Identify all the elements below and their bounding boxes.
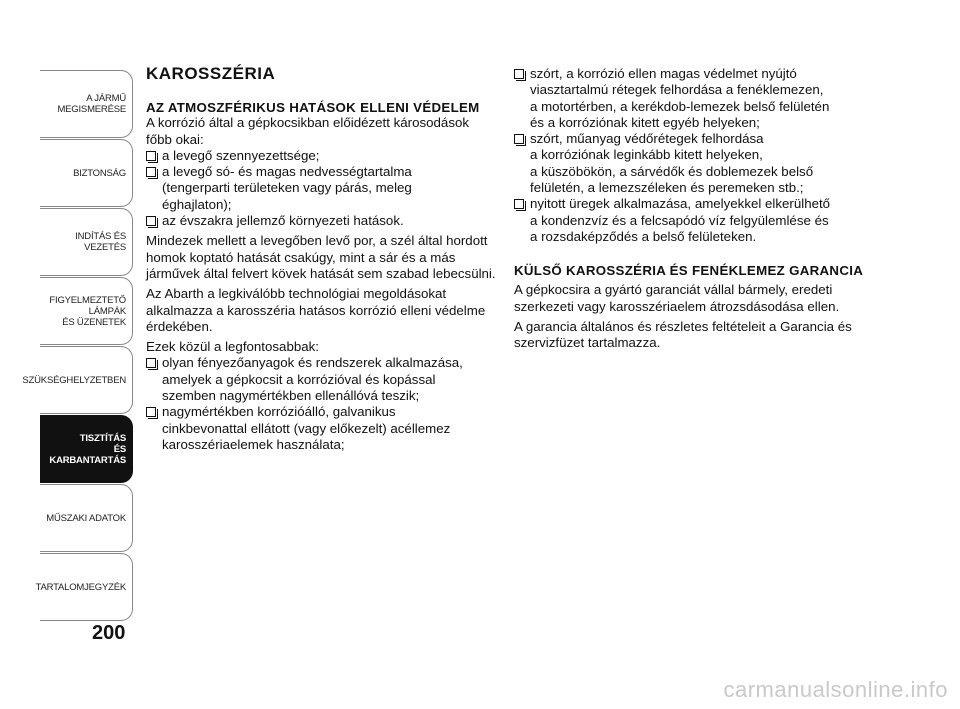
section-heading: KÜLSŐ KAROSSZÉRIA ÉS FENÉKLEMEZ GARANCIA	[514, 263, 864, 279]
tab-label: TARTALOMJEGYZÉK	[35, 581, 126, 593]
tab-vehicle-overview[interactable]	[40, 70, 133, 138]
right-column	[514, 66, 864, 351]
tab-label: TISZTÍTÁS ÉS KARBANTARTÁS	[49, 432, 126, 466]
tab-index[interactable]	[35, 553, 133, 621]
tab-emergency[interactable]	[22, 346, 133, 414]
paragraph: A gépkocsira a gyártó garanciát vállal bármely, eredeti szerkezeti vagy karosszériaelem átrozsdásodása ellen.	[514, 282, 840, 314]
section-heading: AZ ATMOSZFÉRIKUS HATÁSOK ELLENI VÉDELEM	[146, 100, 480, 116]
list-item: a levegő szennyezettsége;	[146, 148, 496, 164]
list-item: nagymértékben korrózióálló, galvanikus cinkbevonattal ellátott (vagy előkezelt) acéllemez karosszériaelemek használata;	[146, 404, 496, 453]
left-column	[146, 66, 496, 453]
tab-label: FIGYELMEZTETŐ LÁMPÁK ÉS ÜZENETEK	[49, 294, 126, 328]
checkbox-bullet-icon	[146, 216, 156, 226]
checkbox-bullet-icon	[514, 134, 524, 144]
tab-warning-lights[interactable]	[40, 277, 133, 345]
paragraph: A garancia általános és részletes feltételeit a Garancia és szervizfüzet tartalmazza.	[514, 318, 852, 351]
paragraph: Az Abarth a legkiválóbb technológiai megoldásokat alkalmazza a karosszéria hatásos korrózió elleni védelme érdekében.	[146, 286, 486, 334]
tab-label: BIZTONSÁG	[73, 167, 126, 179]
paragraph: Ezek közül a legfontosabbak:	[146, 339, 319, 355]
list-item: szórt, műanyag védőrétegek felhordása a korróziónak leginkább kitett helyeken, a küszöbökön, a sárvédők és doblemezek belső felületén, a lemezszéleken és peremeken stb.;	[514, 131, 864, 196]
tab-technical-data[interactable]	[40, 484, 133, 552]
paragraph: Mindezek mellett a levegőben levő por, a szél által hordott homok koptató hatását csakúgy, mint a sár és a más járművek által felvert kövek hatását sem szabad lebecsülni.	[146, 233, 496, 281]
checkbox-bullet-icon	[146, 407, 156, 417]
tab-label: MŰSZAKI ADATOK	[46, 512, 126, 524]
tab-label: SZÜKSÉGHELYZETBEN	[22, 374, 126, 386]
page-number: 200	[92, 622, 126, 644]
checkbox-bullet-icon	[146, 358, 156, 368]
chapter-tabs	[22, 70, 133, 622]
list-item: nyitott üregek alkalmazása, amelyekkel elkerülhető a kondenzvíz és a felcsapódó víz felgyülemlése és a rozsdaképződés a belső felületeken.	[514, 196, 864, 245]
list-item: szórt, a korrózió ellen magas védelmet nyújtó viasztartalmú rétegek felhordása a fenéklemezen, a motortérben, a kerékdob-lemezek belső felületén és a korróziónak kitett egyéb helyeken;	[514, 66, 864, 131]
intro-paragraph: A korrózió által a gépkocsikban előidézett károsodások főbb okai:	[146, 115, 470, 147]
tab-safety[interactable]	[40, 139, 133, 207]
list-item: olyan fényezőanyagok és rendszerek alkalmazása, amelyek a gépkocsit a korrózióval és kopással szemben nagymértékben ellenállóvá teszik;	[146, 355, 496, 404]
tab-label: INDÍTÁS ÉS VEZETÉS	[75, 231, 126, 253]
list-item: a levegő só- és magas nedvességtartalma (tengerparti területeken vagy párás, meleg éghajlaton);	[146, 164, 496, 213]
list-item: az évszakra jellemző környezeti hatások.	[146, 213, 496, 229]
tab-starting-driving[interactable]	[40, 208, 133, 276]
checkbox-bullet-icon	[514, 199, 524, 209]
checkbox-bullet-icon	[514, 69, 524, 79]
tab-label: A JÁRMŰ MEGISMERÉSE	[57, 93, 126, 115]
checkbox-bullet-icon	[146, 167, 156, 177]
checkbox-bullet-icon	[146, 151, 156, 161]
tab-cleaning-maintenance[interactable]	[40, 415, 133, 483]
watermark: carmanualsonline.info	[723, 677, 948, 702]
page-title: KAROSSZÉRIA	[146, 64, 276, 83]
